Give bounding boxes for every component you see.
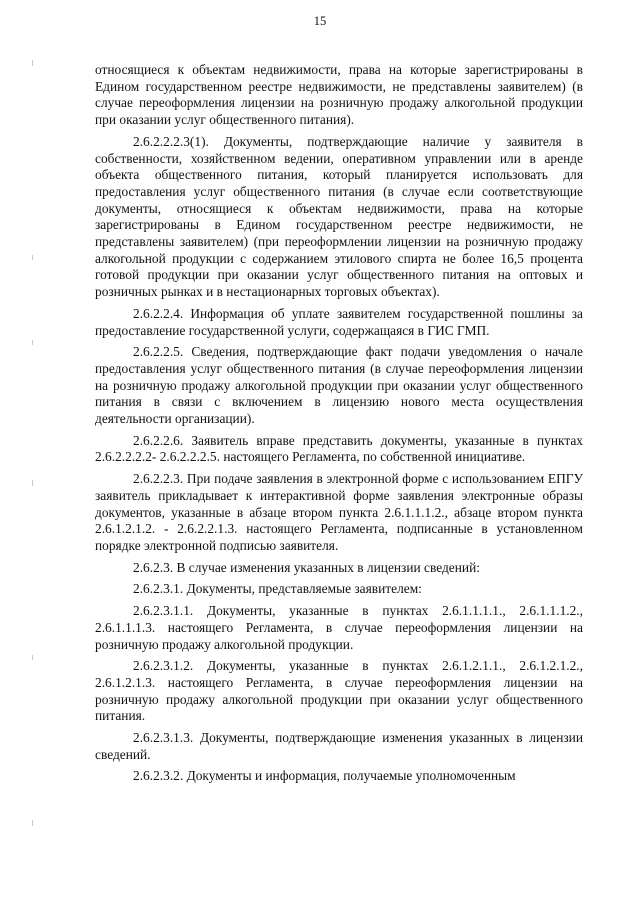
scan-margin-marks xyxy=(0,0,40,905)
paragraph-6: 2.6.2.2.3. При подаче заявления в электронной форме с использованием ЕПГУ заявитель прикладывает к интерактивной форме заявления электронные образы документов, указанные в абзаце втором пункта 2.6.1.1.1.2., абзаце втором пункта 2.6.1.2.1.2. - 2.6.2.2.1.3. настоящего Регламента, подписанные в установленном порядке электронной подписью заявителя. xyxy=(95,471,583,553)
paragraph-12: 2.6.2.3.2. Документы и информация, получаемые уполномоченным xyxy=(133,768,516,784)
page-number: 15 xyxy=(313,14,327,28)
paragraph-10: 2.6.2.3.1.2. Документы, указанные в пунктах 2.6.1.2.1.1., 2.6.1.2.1.2., 2.6.1.2.1.3. настоящего Регламента, в случае переоформления лицензии на розничную продажу алкогольной продукции при оказании услуг общественного питания. xyxy=(95,658,583,724)
paragraph-2: 2.6.2.2.2.3(1). Документы, подтверждающие наличие у заявителя в собственности, хозяйственном ведении, оперативном управлении или в аренде объекта общественного питания, который планируется использовать для предоставления услуг общественного питания (в случае если соответствующие документы, относящиеся к объектам недвижимости, права на которые зарегистрированы в Едином государственном реестре недвижимости, не представлены заявителем) (при переоформлении лицензии на розничную продажу алкогольной продукции с содержанием этилового спирта не более 16,5 процента готовой продукции при оказании услуг общественного питания на оптовых и розничных рынках и в нестационарных торговых объектах). xyxy=(95,133,583,300)
paragraph-7: 2.6.2.3. В случае изменения указанных в лицензии сведений: xyxy=(133,559,480,575)
paragraph-11: 2.6.2.3.1.3. Документы, подтверждающие изменения указанных в лицензии сведений. xyxy=(95,730,583,762)
paragraph-1: относящиеся к объектам недвижимости, права на которые зарегистрированы в Едином государственном реестре недвижимости, не представлены заявителем) (в случае переоформления лицензии на розничную продажу алкогольной продукции при оказании услуг общественного питания). xyxy=(95,62,583,128)
document-body xyxy=(95,62,583,790)
paragraph-8: 2.6.2.3.1. Документы, представляемые заявителем: xyxy=(133,581,422,597)
paragraph-3: 2.6.2.2.4. Информация об уплате заявителем государственной пошлины за предоставление государственной услуги, содержащаяся в ГИС ГМП. xyxy=(95,305,583,338)
paragraph-5: 2.6.2.2.6. Заявитель вправе представить документы, указанные в пунктах 2.6.2.2.2.2- 2.6.2.2.2.5. настоящего Регламента, по собственной инициативе. xyxy=(95,432,583,465)
paragraph-4: 2.6.2.2.5. Сведения, подтверждающие факт подачи уведомления о начале предоставления услуг общественного питания (в случае переоформления лицензии на розничную продажу алкогольной продукции при оказании услуг общественного питания в связи с включением в лицензию нового места осуществления деятельности организации). xyxy=(95,344,583,427)
paragraph-9: 2.6.2.3.1.1. Документы, указанные в пунктах 2.6.1.1.1.1., 2.6.1.1.1.2., 2.6.1.1.1.3. настоящего Регламента, в случае переоформления лицензии на розничную продажу алкогольной продукции. xyxy=(95,603,583,652)
